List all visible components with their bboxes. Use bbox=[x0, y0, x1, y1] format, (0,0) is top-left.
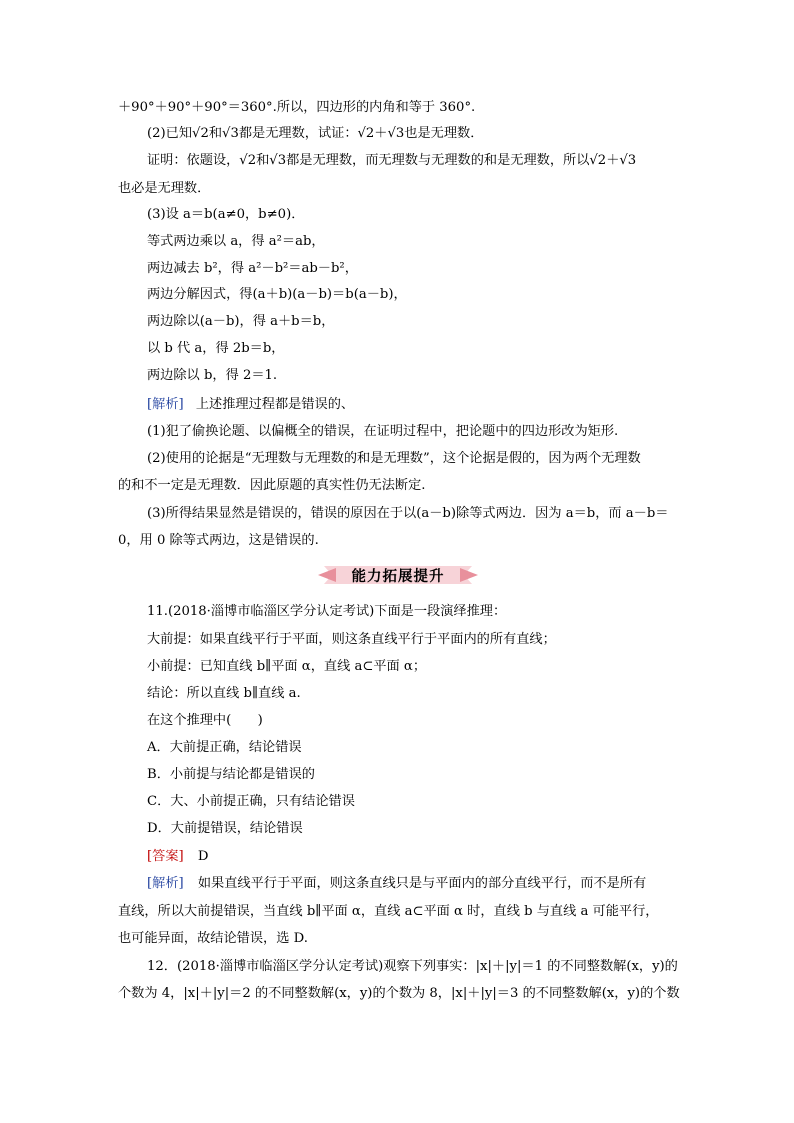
analysis-tag: [解析] bbox=[147, 397, 184, 412]
analysis-point: (1)犯了偷换论题、以偏概全的错误，在证明过程中，把论题中的四边形改为矩形. bbox=[147, 424, 619, 439]
major-premise: 大前提：如果直线平行于平面，则这条直线平行于平面内的所有直线； bbox=[147, 632, 556, 647]
text-line: 以 b 代 a，得 2b＝b， bbox=[147, 341, 285, 356]
analysis-line bbox=[147, 875, 646, 893]
question-prompt: 在这个推理中( ) bbox=[147, 713, 263, 728]
answer-value: D bbox=[197, 849, 209, 864]
analysis-text: 直线，所以大前提错误，当直线 b∥平面 α，直线 a⊂平面 α 时，直线 b 与直线 a 可能平行， bbox=[118, 904, 659, 919]
section-banner bbox=[318, 562, 478, 588]
text-line: ＋90°＋90°＋90°＝360°.所以，四边形的内角和等于 360°. bbox=[118, 100, 476, 115]
text-line: 两边除以(a－b)，得 a＋b＝b， bbox=[147, 314, 335, 329]
text-line: 证明：依题设，√2和√3都是无理数，而无理数与无理数的和是无理数，所以√2＋√3 bbox=[147, 153, 637, 168]
conclusion: 结论：所以直线 b∥直线 a. bbox=[147, 686, 301, 701]
option-d: D．大前提错误，结论错误 bbox=[147, 821, 303, 836]
text-line: (3)设 a＝b(a≠0，b≠0)． bbox=[147, 207, 305, 222]
analysis-point: (2)使用的论据是“无理数与无理数的和是无理数”，这个论据是假的，因为两个无理数 bbox=[147, 451, 641, 466]
text-line: 两边减去 b²，得 a²－b²＝ab－b²， bbox=[147, 261, 358, 276]
text-line: 也必是无理数． bbox=[118, 181, 211, 196]
analysis-point: (3)所得结果显然是错误的，错误的原因在于以(a－b)除等式两边．因为 a＝b，而 a－b＝ bbox=[147, 506, 669, 521]
analysis-text: 也可能异面，故结论错误，选 D. bbox=[118, 931, 308, 946]
analysis-line bbox=[147, 396, 354, 414]
analysis-point: 的和不一定是无理数．因此原题的真实性仍无法断定. bbox=[118, 478, 426, 493]
option-b: B．小前提与结论都是错误的 bbox=[147, 767, 315, 782]
question-text: 个数为 4，|x|＋|y|＝2 的不同整数解(x，y)的个数为 8，|x|＋|y|＝3 的不同整数解(x，y)的个数 bbox=[118, 986, 680, 1001]
question-stem: 12．(2018·淄博市临淄区学分认定考试)观察下列事实：|x|＋|y|＝1 的不同整数解(x，y)的 bbox=[147, 959, 678, 974]
option-c: C．大、小前提正确，只有结论错误 bbox=[147, 794, 355, 809]
answer-tag: [答案] bbox=[147, 849, 184, 864]
analysis-text: 上述推理过程都是错误的、 bbox=[195, 397, 355, 412]
question-stem: 11.(2018·淄博市临淄区学分认定考试)下面是一段演绎推理： bbox=[147, 604, 507, 619]
analysis-point: 0，用 0 除等式两边，这是错误的. bbox=[118, 533, 319, 548]
text-line: (2)已知√2和√3都是无理数，试证：√2＋√3也是无理数． bbox=[147, 126, 484, 141]
minor-premise: 小前提：已知直线 b∥平面 α，直线 a⊂平面 α； bbox=[147, 659, 427, 674]
answer-line bbox=[147, 848, 208, 866]
text-line: 两边除以 b，得 2＝1. bbox=[147, 368, 278, 383]
section-title: 能力拓展提升 bbox=[351, 569, 445, 585]
text-line: 等式两边乘以 a，得 a²＝ab， bbox=[147, 234, 325, 249]
option-a: A．大前提正确，结论错误 bbox=[147, 740, 302, 755]
analysis-tag: [解析] bbox=[147, 876, 184, 891]
analysis-text: 如果直线平行于平面，则这条直线只是与平面内的部分直线平行，而不是所有 bbox=[197, 876, 647, 891]
text-line: 两边分解因式，得(a＋b)(a－b)＝b(a－b)， bbox=[147, 287, 407, 302]
